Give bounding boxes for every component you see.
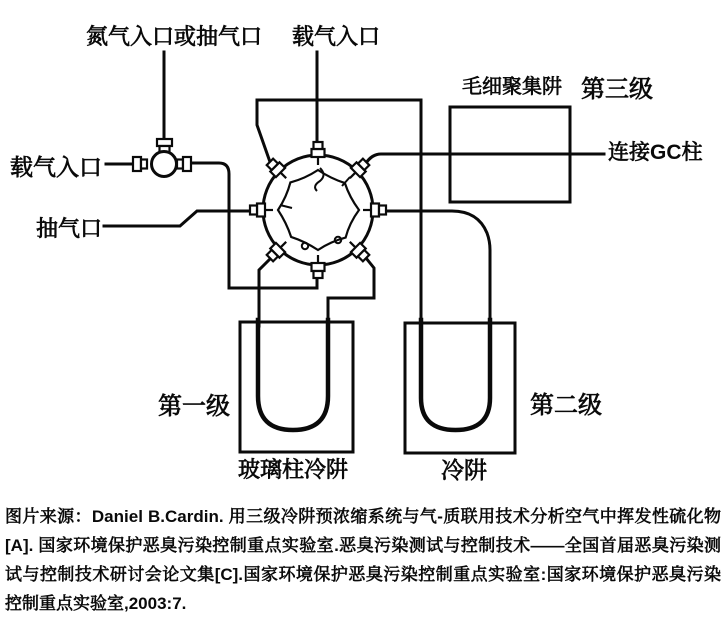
- label-gc-column: 连接GC柱: [608, 141, 703, 164]
- u-tubes: [258, 320, 490, 430]
- tee-right-collar-outer: [183, 157, 191, 171]
- caption-line-2: [A]. 国家环境保护恶臭污染控制重点实验室.恶臭污染测试与控制技术——全国首届恶臭污染测: [5, 536, 721, 555]
- label-stage1: 第一级: [158, 393, 230, 420]
- label-pump-port: 抽气口: [36, 216, 103, 241]
- trap1-u-tube: [258, 320, 328, 430]
- caption-line-1: 图片来源：Daniel B.Cardin. 用三级冷阱预浓缩系统与气-质联用技术分析空气中挥发性硫化物: [5, 507, 721, 526]
- rotary-valve: [250, 142, 386, 278]
- label-carrier-inlet-top: 载气入口: [292, 24, 381, 49]
- label-nitrogen-inlet: 氮气入口或抽气口: [86, 24, 263, 49]
- label-capillary-trap: 毛细聚集阱: [462, 76, 562, 98]
- label-cold-trap: 冷阱: [441, 457, 487, 483]
- sw-port-line: [259, 258, 271, 326]
- port-w: [250, 204, 265, 217]
- tee-body: [152, 152, 177, 177]
- tee-left-collar-outer: [133, 157, 141, 171]
- trap2-u-tube: [421, 320, 490, 430]
- port-e: [371, 204, 386, 217]
- boxes: [240, 107, 570, 453]
- tee-left-collar-inner: [141, 160, 147, 169]
- label-stage3: 第三级: [581, 76, 653, 103]
- port-s: [312, 263, 325, 278]
- caption-line-3: 试与控制技术研讨会论文集[C].国家环境保护恶臭污染控制重点实验室:国家环境保护恶臭污染: [5, 565, 721, 584]
- figure-caption: [5, 502, 721, 618]
- nw-drop-line: [257, 100, 270, 162]
- label-glass-column-trap: 玻璃柱冷阱: [238, 457, 349, 482]
- caption-line-4: 控制重点实验室,2003:7.: [5, 594, 187, 613]
- label-stage2: 第二级: [530, 392, 602, 419]
- tee-fitting: [133, 139, 191, 177]
- label-carrier-inlet-left: 载气入口: [10, 154, 102, 180]
- port-n: [312, 142, 325, 157]
- gc-line: [366, 154, 604, 163]
- e-port-line: [386, 211, 490, 326]
- se-port-line: [328, 258, 374, 326]
